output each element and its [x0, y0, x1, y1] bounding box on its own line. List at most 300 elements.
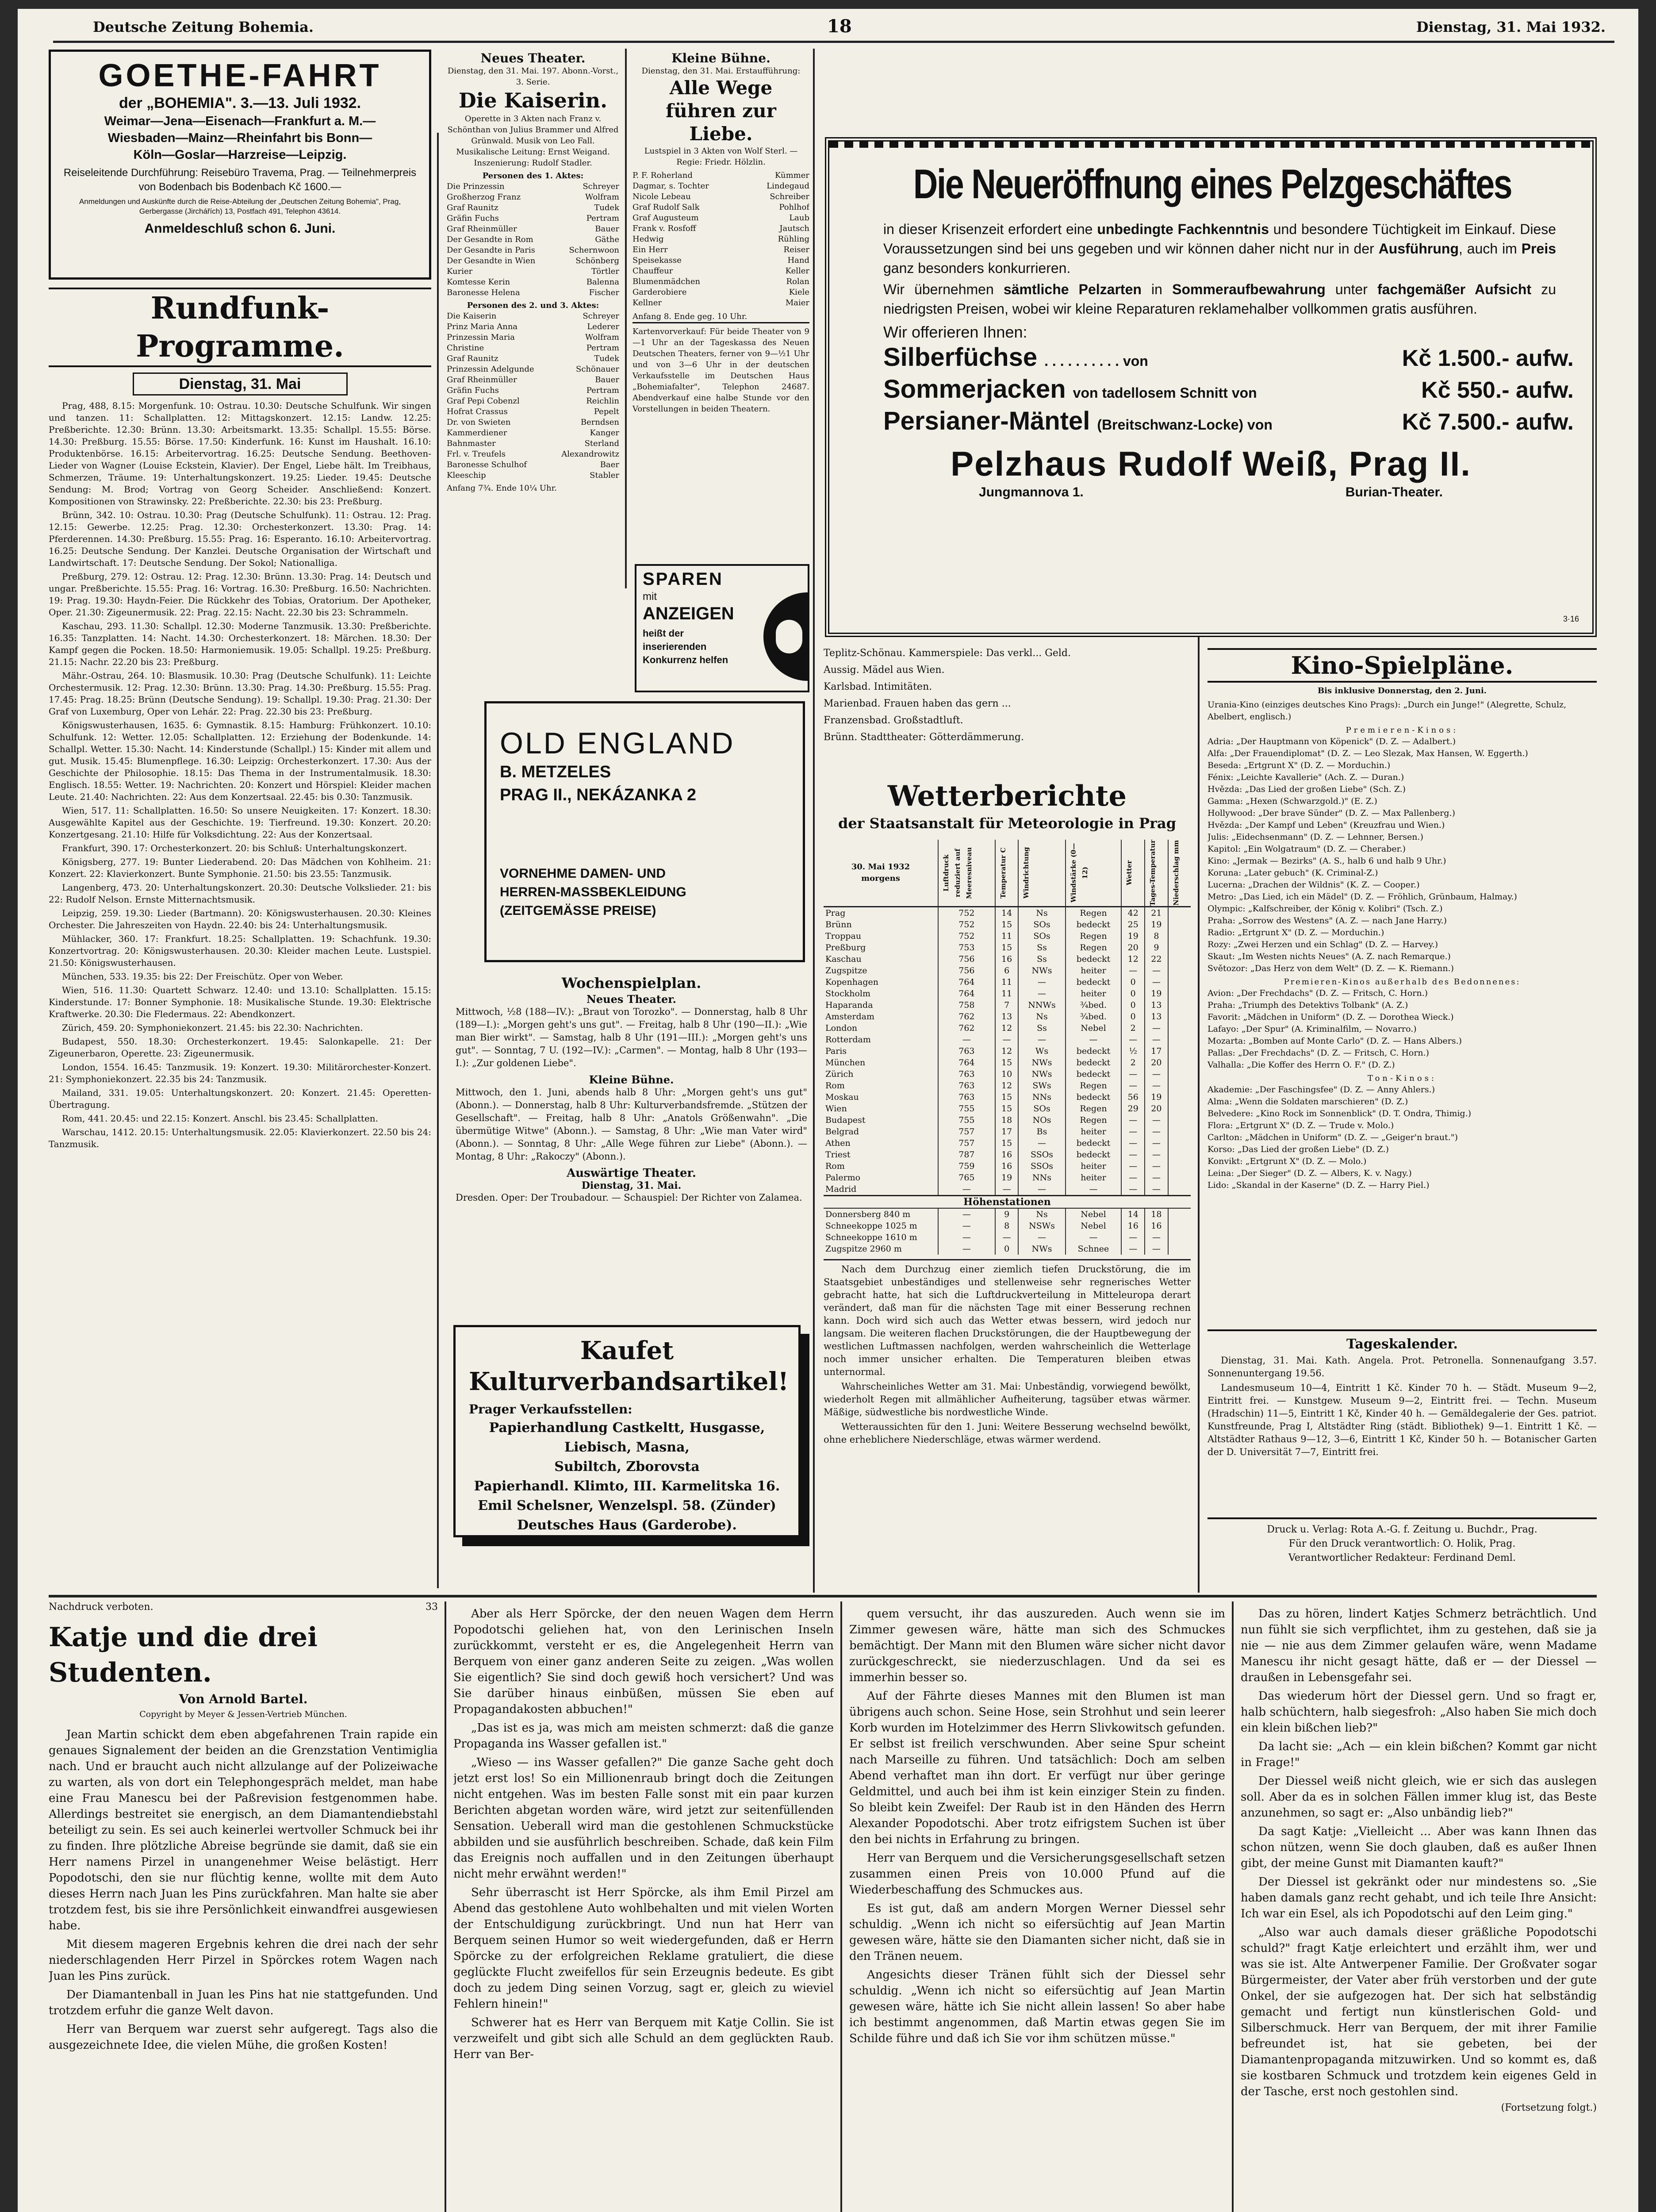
role-name: Graf Rudolf Salk: [632, 203, 700, 212]
radio-program-entry: München, 533. 19.35: bis 22: Der Freischütz. Oper von Weber.: [62, 971, 343, 982]
weather-value: 752: [938, 930, 995, 942]
wetter-title: Wetterberichte: [887, 780, 1127, 813]
weather-value: bedeckt: [1066, 1057, 1122, 1068]
kino-section: [1208, 648, 1597, 1325]
kino-entry: Konvikt: „Ertgrunt X" (D. Z. — Molo.): [1208, 1156, 1367, 1166]
sparen-ad: [635, 564, 809, 692]
weather-value: [1168, 1011, 1191, 1022]
schedule-text: Mittwoch, ½8 (188—IV.): „Braut von Torozko". — Donnerstag, halb 8 Uhr (189—I.): „Morgen geht's uns gut". — Freitag, halb 8 Uhr (190—II.): „Wie man Bier wirkt". — Samstag, halb 8 Uhr (191—III.): „Morgen geht's uns gut". — Sonntag, 7 U. (192—IV.): „Carmen". — Montag, halb 8 Uhr (193—I.): „Zur goldenen Liebe".: [456, 1006, 807, 1068]
radio-program-entry: Budapest, 550. 18.30: Orchesterkonzert. 19.45: Salonkapelle. 21: Der Zigeunerbaron, Operette. 23: Zigeunermusik.: [49, 1036, 431, 1059]
play-times: Anfang 7¾. Ende 10¼ Uhr.: [447, 484, 557, 493]
radio-program-entry: Wien, 517. 11: Schallplatten. 16.50: So unsere Neuigkeiten. 17: Konzert. 18.30: Ausgewählte Kapitel aus der Geschichte. 19: Tierfreund. 19.30: Konzert. 20.20: Konzertgesang. 21.10: Hilfe für Volksdichtung. 22: Aus der Konzertsaal.: [49, 805, 431, 840]
station-name: Belgrad: [825, 1127, 859, 1137]
actor-name: Pepelt: [594, 407, 619, 416]
role-name: Prinzessin Adelgunde: [447, 365, 534, 374]
weather-value: [1168, 1208, 1191, 1220]
weather-row: [824, 1149, 1191, 1160]
play-times: Anfang 8. Ende geg. 10 Uhr.: [632, 311, 809, 323]
cast-row: [447, 438, 619, 449]
cast-row: [632, 223, 809, 234]
weather-value: [1168, 942, 1191, 953]
weather-value: 17: [995, 1126, 1019, 1137]
weather-value: —: [1018, 1137, 1065, 1149]
story-text: [1241, 1606, 1597, 2100]
weather-value: bedeckt: [1066, 976, 1122, 988]
weather-value: SSOs: [1018, 1149, 1065, 1160]
section-title: Wochenspielplan.: [561, 975, 702, 991]
station-name: Schneekoppe 1025 m: [825, 1221, 917, 1231]
text: und besondere Tüchtigkeit im Einkauf. Diese Voraussetzungen sind bei uns gegeben und wir können daher nicht nur in der: [883, 221, 1556, 257]
offer-name: Persianer-Mäntel: [883, 407, 1090, 435]
header-left: Deutsche Zeitung Bohemia.: [93, 19, 314, 35]
weather-value: [1168, 1126, 1191, 1137]
story-paragraph: Der Diamantenball in Juan les Pins hat nie stattgefunden. Und trotzdem erfuhr die ganze Welt davon.: [49, 1988, 438, 2017]
weather-value: bedeckt: [1066, 1149, 1122, 1160]
impressum-line: Druck u. Verlag: Rota A.-G. f. Zeitung u. Buchdr., Prag.: [1267, 1524, 1537, 1535]
weather-text: Wetteraussichten für den 1. Juni: Weitere Besserung wechselnd bewölkt, ohne erheblichere Niederschläge, etwas wärmer werdend.: [824, 1421, 1191, 1445]
station-name: Troppau: [825, 931, 862, 941]
kino-entry: Hvězda: „Das Lied der großen Liebe" (Sch. Z.): [1208, 784, 1406, 794]
story-paragraph: Schwerer hat es Herr van Berquem mit Katje Collin. Sie ist verzweifelt und gibt sich alle Schuld an dem geglückten Raub. Herr van Ber-: [453, 2016, 834, 2061]
kleine-buehne-box: [632, 51, 809, 560]
story-col2: [453, 1606, 834, 2212]
weather-value: 11: [995, 930, 1019, 942]
kino-entry: Praha: „Sorrow des Westens" (A. Z. — nach Jane Harry.): [1208, 916, 1447, 926]
newspaper-page: [18, 9, 1638, 2212]
weather-value: SOs: [1018, 930, 1065, 942]
kaufet-title: Kaufet Kulturverbandsartikel!: [469, 1336, 789, 1396]
actor-name: Fischer: [589, 288, 619, 297]
coin-graphic: [763, 592, 808, 681]
weather-value: —: [1145, 965, 1168, 976]
role-name: Prinz Maria Anna: [447, 322, 518, 331]
weather-value: —: [1121, 1126, 1145, 1137]
weather-value: —: [1145, 1149, 1168, 1160]
weather-value: bedeckt: [1066, 1068, 1122, 1080]
role-name: Der Gesandte in Rom: [447, 235, 533, 244]
story-rights: Copyright by Meyer & Jessen-Vertrieb München.: [139, 1709, 347, 1719]
story-paragraph: Herr van Berquem war zuerst sehr aufgeregt. Tags also die ausgezeichnete Idee, die vielen Mühe, die großen Kosten!: [49, 2023, 438, 2052]
weather-value: —: [1018, 988, 1065, 999]
weather-value: Regen: [1066, 1080, 1122, 1091]
kino-entry: Favorit: „Mädchen in Uniform" (D. Z. — Dorothea Wieck.): [1208, 1012, 1454, 1022]
weather-value: —: [1018, 976, 1065, 988]
weather-value: NNs: [1018, 1091, 1065, 1103]
goethe-deadline: Anmeldeschluß schon 6. Juni.: [144, 221, 336, 236]
weather-row: [824, 907, 1191, 919]
role-name: Baronesse Schulhof: [447, 460, 527, 469]
weather-value: [1168, 976, 1191, 988]
actor-name: Keller: [785, 266, 809, 276]
neues-theater-box: [447, 51, 619, 692]
weather-value: 13: [995, 1011, 1019, 1022]
weather-value: Ss: [1018, 942, 1065, 953]
story-paragraph: „Das ist es ja, was mich am meisten schmerzt: daß die ganze Propaganda ins Wasser gefallen ist.": [453, 1721, 834, 1751]
offer-name: Silberfüchse: [883, 343, 1038, 372]
actor-name: Törtler: [591, 267, 619, 276]
cast-row: [632, 276, 809, 287]
weather-value: 9: [995, 1208, 1019, 1220]
kino-entry: Beseda: „Ertgrunt X" (D. Z. — Morduchin.): [1208, 760, 1391, 770]
weather-value: 19: [1145, 988, 1168, 999]
schedule-text: Dresden. Oper: Der Troubadour. — Schauspiel: Der Richter von Zalamea.: [456, 1192, 802, 1203]
actor-name: Balenna: [586, 277, 619, 287]
story-continuation: (Fortsetzung folgt.): [1501, 2102, 1597, 2113]
story-text: [49, 1727, 438, 2053]
cast-row: [632, 266, 809, 276]
actor-name: Sterland: [584, 439, 619, 448]
kino-entry: Adria: „Der Hauptmann von Köpenick" (D. Z. — Adalbert.): [1208, 737, 1456, 746]
radio-day: Dienstag, 31. Mai: [133, 373, 348, 396]
weather-value: heiter: [1066, 1160, 1122, 1172]
actor-name: Berndsen: [580, 418, 619, 427]
page-header: [35, 13, 1623, 40]
goethe-route: Köln—Goslar—Harzreise—Leipzig.: [133, 148, 347, 162]
story-paragraph: Das wiederum hört der Diessel gern. Und so fragt er, halb schüchtern, halb siegesfroh: „Also haben Sie mich doch ein klein bißchen lieb?": [1241, 1690, 1597, 1735]
weather-value: 25: [1121, 919, 1145, 930]
radio-program-entry: Langenberg, 473. 20: Unterhaltungskonzert. 20.30: Deutsche Volkslieder. 21: bis 22: Rudolf Nelson. Ernste Mitternachtsmusik.: [49, 882, 431, 905]
text: Wir übernehmen: [883, 281, 1004, 297]
weather-value: —: [1145, 1034, 1168, 1045]
kino-entry: Hvězda: „Der Kampf und Leben" (Kreuzfrau und Wien.): [1208, 820, 1445, 830]
weather-value: Ns: [1018, 1208, 1065, 1220]
role-name: Hedwig: [632, 234, 664, 244]
weather-value: 29: [1121, 1103, 1145, 1114]
actor-name: Rolan: [786, 277, 809, 286]
play-credits: Lustspiel in 3 Akten von Wolf Sterl. — Regie: Friedr. Hölzlin.: [644, 146, 798, 167]
kino-entry: Belvedere: „Kino Rock im Sonnenblick" (D. T. Ondra, Thimig.): [1208, 1109, 1472, 1118]
weather-value: —: [1121, 1160, 1145, 1172]
actor-name: Pertram: [586, 386, 619, 395]
weather-value: —: [1066, 1232, 1122, 1243]
weather-row: [824, 1232, 1191, 1243]
weather-value: 16: [995, 1160, 1019, 1172]
role-name: Kurier: [447, 267, 473, 276]
weather-value: 2: [1121, 1057, 1145, 1068]
actor-name: Kiele: [789, 288, 809, 297]
radio-program-entry: Zürich, 459. 20: Symphoniekonzert. 21.45: bis 22.30: Nachrichten.: [62, 1022, 363, 1033]
radio-section: [49, 288, 431, 1588]
pelz-address: [848, 485, 1574, 500]
weather-value: 762: [938, 1022, 995, 1034]
pelz-code: 3·16: [1563, 614, 1579, 623]
old-england-desc: (ZEITGEMÄSSE PREISE): [500, 903, 656, 918]
radio-program-entry: Kaschau, 293. 11.30: Schallpl. 12.30: Moderne Tanzmusik. 13.30: Preßberichte. 16.35: Tanzplatten. 14: Nacht. 14.30: Orchesterkonzert. 18: Märchen. 18.30: Der Kampf gegen die Pocken. 18.50: Harmoniemusik. 19.05: Schallpl. 19.25: Preßburg. 21.15: Nachr. 22.20 bis 23: Preßburg.: [49, 621, 431, 667]
kino-sub: Bis inklusive Donnerstag, den 2. Juni.: [1317, 686, 1487, 695]
goethe-route: Wiesbaden—Mainz—Rheinfahrt bis Bonn—: [107, 131, 372, 145]
weather-row: [824, 953, 1191, 965]
old-england-owner: B. METZELES: [500, 763, 611, 781]
schedule-text: Mittwoch, den 1. Juni, abends halb 8 Uhr: „Morgen geht's uns gut" (Abonn.). — Donnerstag, halb 8 Uhr: Kulturverbandsfremde. „Stützen der Gesellschaft". — Freitag, halb 8 Uhr: „Anatols Größenwahn". „Die übermütige Witwe" (Abonn.). — Samstag, 8 Uhr: „Wie man Vater wird" (Abonn.). — Sonntag, 8 Uhr: „Alle Wege führen zur Liebe" (Abonn.). — Montag, 8 Uhr: „Rakoczy" (Abonn.).: [456, 1087, 807, 1162]
actor-name: Lindegaud: [767, 181, 809, 191]
actor-name: Wolfram: [585, 333, 619, 342]
theater-note: Marienbad. Frauen haben das gern ...: [824, 698, 1011, 709]
weather-col-head: Wetter: [1121, 840, 1145, 907]
wetter-sub: der Staatsanstalt für Meteorologie in Prag: [838, 815, 1177, 832]
actor-name: Gäthe: [595, 235, 619, 244]
actor-name: Schreyer: [583, 182, 619, 191]
weather-value: —: [1066, 1183, 1122, 1196]
weather-value: 18: [1145, 1208, 1168, 1220]
pelz-offer: Wir offerieren Ihnen:: [883, 323, 1027, 341]
story-title: Katje und die drei Studenten.: [49, 1622, 318, 1688]
offer-detail: . . . . . . . . . . von: [1044, 353, 1148, 369]
weather-value: 15: [995, 1091, 1019, 1103]
weather-value: heiter: [1066, 988, 1122, 999]
role-name: Prinzessin Maria: [447, 333, 515, 342]
weather-value: —: [938, 1183, 995, 1196]
role-name: Garderobiere: [632, 288, 687, 297]
weather-value: [1168, 907, 1191, 919]
tageskalender: [1208, 1329, 1597, 1515]
kaufet-shop: Papierhandlung Castkeltt, Husgasse,: [489, 1420, 765, 1436]
station-name: Palermo: [825, 1173, 861, 1183]
actor-name: Maier: [785, 298, 809, 307]
head-sub: morgens: [861, 874, 900, 883]
weather-row: [824, 1034, 1191, 1045]
weather-value: 11: [995, 976, 1019, 988]
weather-value: ¾bed.: [1066, 1011, 1122, 1022]
cast-row: [632, 245, 809, 255]
theater-heading: Kleine Bühne.: [671, 51, 770, 65]
weather-value: ½: [1121, 1045, 1145, 1057]
cast-row: [447, 385, 619, 396]
pelz-offer-row: [883, 375, 1574, 407]
vorverkauf-info: Kartenvorverkauf: Für beide Theater von 9—1 Uhr an der Tageskassa des Neuen Deutschen Theaters, ferner von 9—½1 Uhr und von 3—6 Uhr in der deutschen Verkaufsstelle im Deutschen Haus „Bohemiafalter", Telephon 24687. Abendverkauf eine halbe Stunde vor den Vorstellungen in beiden Theatern.: [632, 327, 809, 414]
weather-col-head: Niederschlag mm: [1168, 840, 1191, 907]
radio-program-entry: Königsberg, 277. 19: Bunter Liederabend. 20: Das Mädchen von Kohlheim. 21: Konzert. 22: Klavierkonzert. Bunte Symphonie. 21.50: bis 23.55: Tanzmusik.: [49, 856, 431, 879]
weather-value: 7: [995, 999, 1019, 1011]
story-paragraph: Sehr überrascht ist Herr Spörcke, als ihm Emil Pirzel am Abend das gestohlene Auto wohlbehalten und mit vielen Worten der Entschuldigung zurückbringt. Und nun hat Herr van Berquem seinen Humor so weit wiedergefunden, daß er Herrn Spörcke zu der erfolgreichen Reklame gratuliert, die diese geglückte Flucht zweifellos für sein Erzeugnis bedeute. Es gibt doch zu jedem Ding seinen Vorzug, sagt er, gleich zu wieviel Fehlern hinein!": [453, 1886, 834, 2011]
weather-row: [824, 1126, 1191, 1137]
weather-value: —: [938, 1243, 995, 1255]
station-name: London: [825, 1023, 858, 1033]
weather-value: 8: [995, 1220, 1019, 1232]
weather-value: 15: [995, 1103, 1019, 1114]
cast-row: [447, 266, 619, 277]
station-name: Haparanda: [825, 1000, 873, 1010]
weather-value: 752: [938, 919, 995, 930]
cast-row: [447, 203, 619, 213]
text: unter: [1325, 281, 1377, 297]
cast-row: [447, 181, 619, 192]
kaufet-shop: Subiltch, Zborovsta: [554, 1459, 700, 1475]
kino-entry: Gamma: „Hexen (Schwarzgold.)" (E. Z.): [1208, 796, 1377, 806]
weather-value: [1168, 1243, 1191, 1255]
weather-value: bedeckt: [1066, 1045, 1122, 1057]
role-name: Hofrat Crassus: [447, 407, 508, 416]
weather-value: 0: [995, 1243, 1019, 1255]
weather-value: —: [938, 1232, 995, 1243]
text: in dieser Krisenzeit erfordert eine: [883, 221, 1097, 237]
weather-value: 19: [1145, 919, 1168, 930]
actor-name: Kümmer: [774, 171, 809, 180]
actor-name: Tudek: [594, 354, 619, 363]
pelz-address-right: Burian-Theater.: [1345, 485, 1443, 499]
actor-name: Pertram: [586, 214, 619, 223]
pelz-offer-row: [883, 343, 1574, 375]
weather-value: —: [1121, 965, 1145, 976]
pelz-title: Die Neueröffnung eines Pelzgeschäftes: [913, 161, 1512, 207]
role-name: Frank v. Rosfoff: [632, 224, 696, 233]
weather-value: heiter: [1066, 965, 1122, 976]
station-name: Rotterdam: [825, 1035, 871, 1045]
weather-row: [824, 1011, 1191, 1022]
weather-row: [824, 1160, 1191, 1172]
hoehen-title: Höhenstationen: [824, 1196, 1191, 1209]
weather-value: 12: [995, 1045, 1019, 1057]
radio-program-entry: Königswusterhausen, 1635. 6: Gymnastik. 8.15: Hamburg: Frühkonzert. 10.10: Schulfunk. 12: Wetter. 12.05: Schallplatten. 12: Erziehung der Bodenkunde. 14: Schallpl. Wetter. 15.30: Nacht. 14: Kinderstunde (Schallpl.) 15: Kinder mit allem und gut. Musik. 15.45: Blumenpflege. 16.30: Leipzig: Orchesterkonzert. 17.30: Aus der Geschichte der Philosophie. 18.15: Das Thema in der Instrumentalmusik. 18.30: Englisch. 18.55: Wetter. 19: Nachrichten. 20: Konzert und Hörspiel: Kleider machen Leute. 21.40: Nachrichten. 22: Aus dem Konzertsaal. 22.45: bis 0.30: Tanzmusik.: [49, 720, 431, 802]
weather-value: 13: [1145, 1011, 1168, 1022]
weather-value: 11: [995, 988, 1019, 999]
story-paragraph: Herr van Berquem und die Versicherungsgesellschaft setzen zusammen einen Preis von 10.000 Pfund auf die Wiederbeschaffung des Schmuckes aus.: [849, 1851, 1225, 1897]
weather-value: —: [1145, 1243, 1168, 1255]
station-name: Schneekoppe 1610 m: [825, 1233, 917, 1242]
kino-entry: Lafayo: „Der Spur" (A. Kriminalfilm, — Novarro.): [1208, 1024, 1417, 1034]
pelz-address-left: Jungmannova 1.: [979, 485, 1084, 499]
story-col4: [1241, 1606, 1597, 2212]
station-name: Triest: [825, 1150, 851, 1160]
head-date: 30. Mai 1932: [851, 862, 910, 872]
weather-value: Nebel: [1066, 1220, 1122, 1232]
cast-row: [632, 287, 809, 298]
weather-value: —: [1121, 1172, 1145, 1183]
weather-value: 16: [1145, 1220, 1168, 1232]
weather-value: —: [1145, 1137, 1168, 1149]
sparen-line: heißt der: [643, 628, 684, 639]
column-rule: [1232, 1601, 1234, 2212]
weather-value: [1168, 953, 1191, 965]
station-name: Rom: [825, 1081, 845, 1091]
text: , auch im: [1458, 241, 1522, 257]
theater-note: Franzensbad. Großstadtluft.: [824, 715, 963, 726]
weather-value: 16: [1121, 1220, 1145, 1232]
weather-col-head: Windstärke (0—12): [1066, 840, 1122, 907]
weather-value: —: [1145, 1068, 1168, 1080]
cast-row: [447, 417, 619, 428]
actor-name: Schönberg: [575, 256, 619, 265]
weather-value: bedeckt: [1066, 953, 1122, 965]
weather-value: —: [995, 1183, 1019, 1196]
kino-entry: Rozy: „Zwei Herzen und ein Schlag" (D. Z. — Harvey.): [1208, 940, 1438, 949]
old-england-desc: VORNEHME DAMEN- UND: [500, 866, 666, 881]
radio-program-entry: Mühlacker, 360. 17: Frankfurt. 18.25: Schallplatten. 19: Schachfunk. 19.30: Konzertvortrag. 20: Königswusterhausen. 20.30: Kleider machen Leute. Lustspiel. 21.50: Königswusterhausen.: [49, 933, 431, 968]
weather-value: —: [1018, 1183, 1065, 1196]
actor-name: Schernwoon: [569, 246, 619, 255]
kino-entry: Koruna: „Later gebuch" (K. Criminal-Z.): [1208, 868, 1378, 878]
weather-row: [824, 1068, 1191, 1080]
play-credits: Operette in 3 Akten nach Franz v. Schönthan von Julius Brammer und Alfred Grünwald. Musik von Leo Fall. Musikalische Leitung: Ernst Weigand. Inszenierung: Rudolf Stadler.: [447, 114, 619, 168]
weather-value: [1168, 1149, 1191, 1160]
tageskalender-text: Dienstag, 31. Mai. Kath. Angela. Prot. Petronella. Sonnenaufgang 3.57. Sonnenuntergang 19.56.: [1208, 1355, 1597, 1379]
sparen-line: ANZEIGEN: [643, 604, 734, 623]
station-name: Preßburg: [825, 943, 866, 952]
story-number: 33: [426, 1601, 438, 1613]
actor-name: Wolfram: [585, 192, 619, 202]
actor-name: Baer: [600, 460, 619, 469]
kino-list: [1208, 987, 1597, 1071]
weather-value: —: [1121, 1068, 1145, 1080]
cast-row: [447, 364, 619, 375]
actor-name: Jautsch: [779, 224, 809, 233]
role-name: Kellner: [632, 298, 662, 307]
kino-entry: Lucerna: „Drachen der Wildnis" (K. Z. — Cooper.): [1208, 880, 1420, 890]
weather-value: Regen: [1066, 942, 1122, 953]
weather-value: SSOs: [1018, 1160, 1065, 1172]
cast-list: [447, 311, 619, 481]
weather-value: 13: [1145, 999, 1168, 1011]
radio-program-entry: Rom, 441. 20.45: und 22.15: Konzert. Anschl. bis 23.45: Schallplatten.: [62, 1113, 379, 1124]
story-paragraph: Da lacht sie: „Ach — ein klein bißchen? Kommt gar nicht in Frage!": [1241, 1740, 1597, 1769]
weather-value: 16: [995, 953, 1019, 965]
weather-value: [1168, 1034, 1191, 1045]
role-name: Nicole Lebeau: [632, 192, 691, 201]
text: zu niedrigsten Preisen, wobei wir kleine Reparaturen reklamehalber vollkommen gratis ausführen.: [883, 281, 1556, 317]
cast-row: [447, 245, 619, 256]
column-rule: [437, 133, 439, 1588]
weather-value: Regen: [1066, 930, 1122, 942]
role-name: Gräfin Fuchs: [447, 214, 499, 223]
radio-program-entry: Prag, 488, 8.15: Morgenfunk. 10: Ostrau. 10.30: Deutsche Schulfunk. Wir singen und tanzen. 11: Schallplatten. 12: Mittagskonzert. 12.15: Landw. 12.25: Preßberichte. 12.30: Brünn. 13.30: Arbeitsmarkt. 13.35: Schallpl. 15.55: Börse. 14.30: Preßburg. 15.55: Börse. 17.50: Kinderfunk. 16: Kunst im Haushalt. 16.10: Produktenbörse. 16.15: Arbeitervortrag. 16.25: Deutsche Sendung. Beethoven-Lieder von Wagner (Louise Eckstein, Klavier). Der Engel, Liebe hält. Im Treibhaus, Schmerzen, Träume. 19: Unterhaltungskonzert. 19.25: Lieder. 19.45: Deutsche Sendung: M. Brod; Vortrag von Georg Scheider. Anschließend: Konzert. Kompositionen von Strawinsky. 22: Preßberichte. 22.30: bis 23: Preßburg.: [49, 400, 431, 507]
weather-value: —: [1121, 1232, 1145, 1243]
cast-row: [632, 181, 809, 192]
weather-value: Ws: [1018, 1045, 1065, 1057]
goethe-date: der „BOHEMIA". 3.—13. Juli 1932.: [119, 95, 361, 111]
cast-row: [447, 234, 619, 245]
station-name: Wien: [825, 1104, 847, 1114]
weather-row: [824, 1080, 1191, 1091]
weather-value: NWs: [1018, 1243, 1065, 1255]
weather-value: [1168, 1183, 1191, 1196]
story-paragraph: Aber als Herr Spörcke, der den neuen Wagen dem Herrn Popodotschi geliehen hat, von den Lerinischen Inseln zurückkommt, versteht er es, die Angelegenheit Herrn van Berquem von einer ganz anderen Seite zu zeigen. „Was wollen Sie eigentlich? Sie sind doch gewiß hoch versichert? Und was Sie darüber hinaus einbüßen, müssen Sie eben auf Propagandakosten abbuchen!": [453, 1607, 834, 1716]
weather-value: [1168, 999, 1191, 1011]
sparen-line: Konkurrenz helfen: [643, 654, 728, 665]
actor-name: Reichlin: [586, 396, 619, 406]
weather-value: 764: [938, 988, 995, 999]
text: Preis: [1521, 241, 1556, 257]
play-title: Die Kaiserin.: [458, 88, 608, 112]
impressum-line: Für den Druck verantwortlich: O. Holik, Prag.: [1288, 1538, 1516, 1549]
weather-value: 0: [1121, 1011, 1145, 1022]
kino-entry: Avion: „Der Frechdachs" (D. Z. — Fritsch, C. Horn.): [1208, 988, 1428, 998]
weather-value: —: [1121, 1080, 1145, 1091]
station-name: Zugspitze 2960 m: [825, 1244, 902, 1254]
weather-value: 17: [1145, 1045, 1168, 1057]
radio-program-list: [49, 400, 431, 1150]
weather-value: 0: [1121, 976, 1145, 988]
column-rule: [840, 1601, 842, 2212]
weather-value: [1168, 1137, 1191, 1149]
kino-entry: Urania-Kino (einziges deutsches Kino Prags): „Durch ein Junge!" (Alegrette, Schulz, Abelbert, englisch.): [1208, 700, 1567, 722]
weather-value: —: [1121, 1149, 1145, 1160]
subheading: Auswärtige Theater.: [567, 1167, 696, 1180]
weather-value: 763: [938, 1068, 995, 1080]
weather-value: 56: [1121, 1091, 1145, 1103]
weather-value: 20: [1145, 1103, 1168, 1114]
pelz-paragraph: [883, 219, 1556, 278]
radio-program-entry: Warschau, 1412. 20.15: Unterhaltungsmusik. 22.05: Klavierkonzert. 22.50 bis 24: Tanzmusik.: [49, 1127, 431, 1149]
actor-name: Reiser: [783, 245, 809, 254]
role-name: Baronesse Helena: [447, 288, 520, 297]
weather-value: bedeckt: [1066, 919, 1122, 930]
actor-name: Schreyer: [583, 311, 619, 321]
weather-value: 12: [995, 1022, 1019, 1034]
role-name: Graf Raunitz: [447, 354, 498, 363]
cast-list: [447, 181, 619, 298]
feuilleton-rule: [49, 1595, 1597, 1598]
goethe-fahrt-ad: [49, 50, 431, 280]
role-name: Graf Augusteum: [632, 213, 699, 223]
